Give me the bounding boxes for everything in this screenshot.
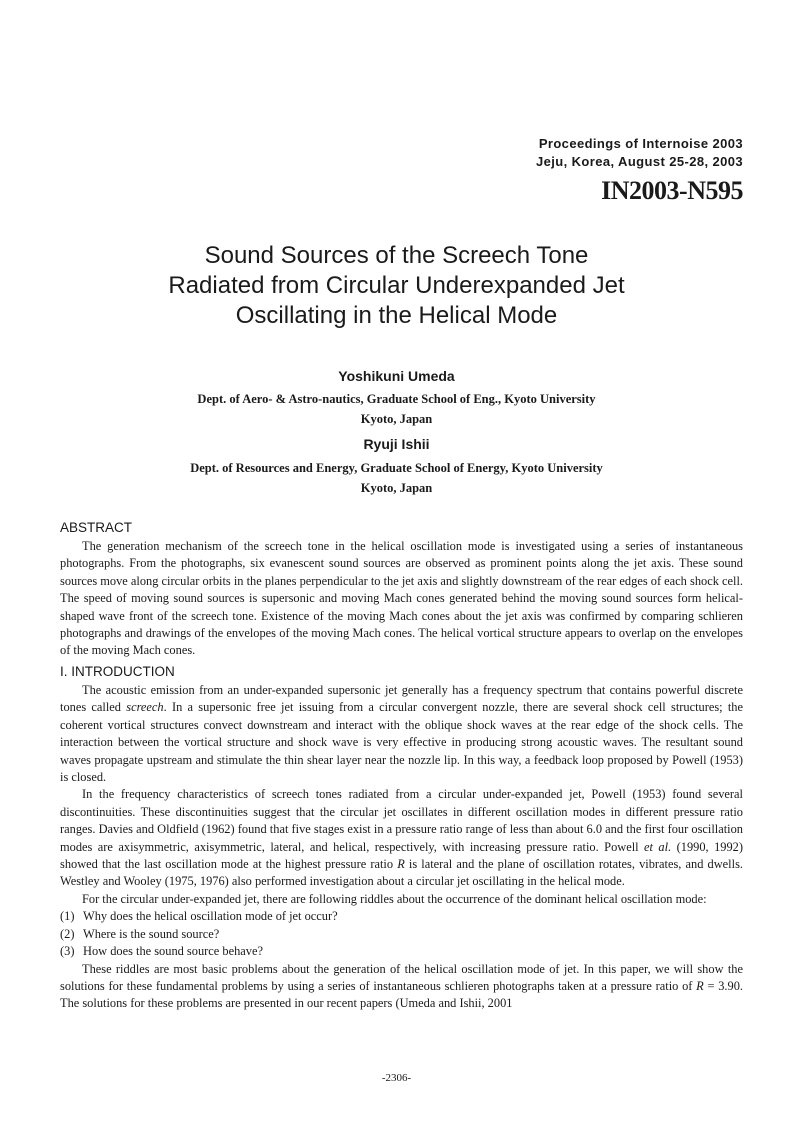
intro-paragraph-3: For the circular under-expanded jet, there are following riddles about the occurrence of the dominant helical oscillation mode: [82, 891, 707, 906]
page-number: -2306- [381, 1072, 412, 1084]
title-line: Radiated from Circular Underexpanded Jet [168, 272, 625, 299]
title-line: Oscillating in the Helical Mode [235, 302, 558, 329]
introduction-body [60, 682, 743, 1013]
abstract-paragraph: The generation mechanism of the screech tone in the helical oscillation mode is investigated using a series of instantaneous photographs. From the photographs, six evanescent sound sources are observed as prominent points along the jet axis. These sound sources move along circular orbits in the planes perpendicular to the jet axis and slightly downstream of the rear edges of each shock cell. The speed of moving sound sources is supersonic and moving Mach cones generated behind the moving sound sources form helical-shaped wave front of the screech tone. Existence of the moving Mach cones about the jet axis was confirmed by comparing schlieren photographs and drawings of the envelopes of the moving Mach cones. The helical vortical structure appears to overlap on the envelopes of the moving Mach cones. [60, 539, 743, 658]
author-affiliation: Dept. of Aero- & Astro-nautics, Graduate School of Eng., Kyoto University [197, 392, 596, 406]
intro-paragraph-2: In the frequency characteristics of screech tones radiated from a circular under-expanded jet, Powell (1953) found several discontinuities. These discontinuities suggest that the circular jet oscillates in different oscillation modes in different pressure ratio ranges. Davies and Oldfield (1962) found that five stages exist in a pressure ratio range of less than about 6.0 and the first four oscillation modes are axisymmetric, axisymmetric, lateral, and helical, respectively, with increasing pressure ratio. Powell et al. (1990, 1992) showed that the last oscillation mode at the highest pressure ratio R is lateral and the plane of oscillation rotates, vibrates, and dwells. Westley and Wooley (1975, 1976) also performed investigation about a circular jet oscillating in the helical mode. [60, 787, 743, 889]
author-affiliation: Dept. of Resources and Energy, Graduate School of Energy, Kyoto University [190, 461, 603, 475]
list-item: (1) Why does the helical oscillation mode of jet occur? [60, 909, 338, 924]
intro-paragraph-1: The acoustic emission from an under-expanded supersonic jet generally has a frequency spectrum that contains powerful discrete tones called screech. In a supersonic free jet issuing from a circular convergent nozzle, there are several shock cell structures; the coherent vortical structures convect downstream and interact with the oblique shock waves at the rear edge of the shock cells. The interaction between the vortical structure and shock wave is very effective in producing strong acoustic waves. The resultant sound waves propagate upstream and stimulate the thin shear layer near the nozzle lip. In this way, a feedback loop proposed by Powell (1953) is closed. [60, 683, 743, 785]
list-item: (3) How does the sound source behave? [60, 944, 263, 959]
intro-paragraph-4: These riddles are most basic problems about the generation of the helical oscillation mode of jet. In this paper, we will show the solutions for these fundamental problems by using a series of instantaneous schlieren photographs taken at a pressure ratio of R = 3.90. The solutions for these problems are presented in our recent papers (Umeda and Ishii, 2001 [60, 961, 743, 1011]
abstract-heading: ABSTRACT [60, 520, 133, 535]
paper-title [0, 241, 793, 331]
author-location: Kyoto, Japan [360, 412, 433, 426]
introduction-heading: I. INTRODUCTION [60, 664, 175, 679]
abstract-body [60, 538, 743, 660]
paper-id: IN2003-N595 [601, 176, 743, 205]
author-name: Ryuji Ishii [363, 436, 430, 452]
author-location: Kyoto, Japan [360, 481, 433, 495]
conference-location-date: Jeju, Korea, August 25-28, 2003 [536, 154, 743, 169]
author-name: Yoshikuni Umeda [338, 368, 455, 384]
list-item: (2) Where is the sound source? [60, 926, 220, 941]
proceedings-line: Proceedings of Internoise 2003 [538, 136, 743, 151]
title-line: Sound Sources of the Screech Tone [204, 242, 589, 269]
